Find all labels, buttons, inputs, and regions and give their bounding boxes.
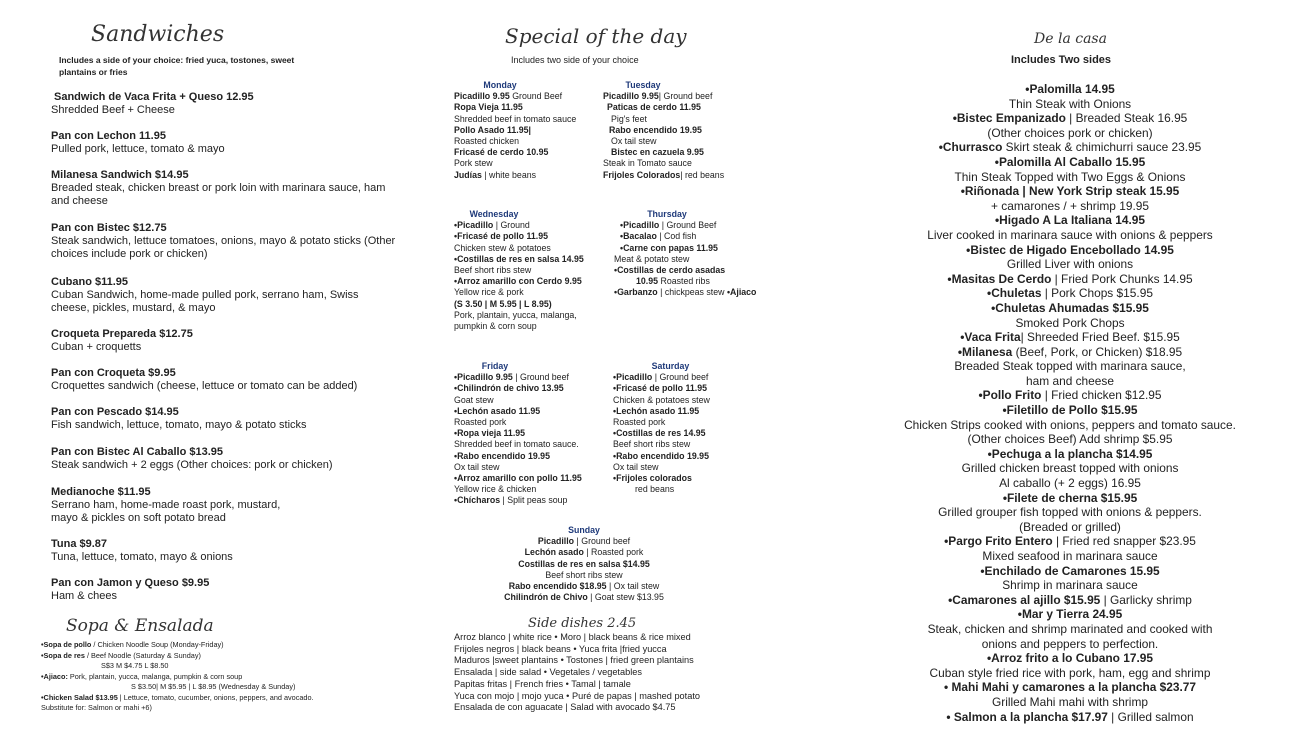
menu-item	[51, 328, 416, 354]
side-line: Ensalada | side salad • Vegetales / vegetables	[454, 667, 642, 678]
casa-line: Breaded Steak topped with marinara sauce,	[954, 359, 1186, 374]
casa-line: Steak, chicken and shrimp marinated and cooked with	[927, 621, 1213, 636]
casa-line: (Other choices pork or chicken)	[987, 125, 1153, 140]
side-line: Ensalada de con aguacate | Salad with avocado $4.75	[454, 702, 676, 713]
menu-item	[51, 486, 416, 525]
menu-item	[51, 446, 416, 472]
sopa-list	[41, 640, 401, 714]
casa-line: Chicken Strips cooked with onions, peppers and tomato sauce.	[904, 417, 1236, 432]
item-desc: Steak sandwich, lettuce tomatoes, onions, mayo & potato sticks (Other choices include pork or chicken)	[51, 235, 396, 260]
item-desc: Steak sandwich + 2 eggs (Other choices: pork or chicken)	[51, 459, 333, 471]
sopa-line: •Chicken Salad $13.95 | Lettuce, tomato, cucumber, onions, peppers, and avocado.	[41, 692, 314, 702]
casa-line: Liver cooked in marinara sauce with onions & peppers	[927, 227, 1213, 242]
sandwiches-title: Sandwiches	[91, 22, 225, 47]
day-name: Friday	[481, 361, 509, 371]
item-name: Sandwich de Vaca Frita + Queso 12.95	[54, 91, 254, 103]
menu-item	[51, 222, 416, 261]
day-name: Tuesday	[625, 80, 661, 90]
item-name: Milanesa Sandwich $14.95	[51, 169, 189, 181]
sopa-line: Substitute for: Salmon or mahi +6)	[41, 703, 152, 712]
casa-subtitle: Includes Two sides	[1011, 54, 1112, 66]
item-desc: Breaded steak, chicken breast or pork loin with marinara sauce, ham and cheese	[51, 182, 386, 207]
casa-list	[880, 82, 1260, 724]
casa-line: •Masitas De Cerdo | Fried Pork Chunks 14.95	[947, 271, 1193, 286]
day-name: Wednesday	[469, 209, 519, 219]
day-monday: Monday Picadillo 9.95 Ground Beef Ropa Vieja 11.95 Shredded beef in tomato sauce Pollo Asado 11.95| Roasted chicken Fricasé de cerdo 10.95 Pork stew Judías | white beans	[454, 80, 577, 180]
menu-item	[51, 91, 419, 117]
casa-line: •Chuletas Ahumadas $15.95	[991, 300, 1149, 315]
casa-line: •Pechuga a la plancha $14.95	[987, 446, 1153, 461]
item-desc: Pulled pork, lettuce, tomato & mayo	[51, 143, 225, 155]
day-tuesday: Tuesday Picadillo 9.95| Ground beef Paticas de cerdo 11.95 Pig's feet Rabo encendido 19.95 Ox tail stew Bistec en cazuela 9.95 Steak in Tomato sauce Frijoles Colorados| red beans	[603, 80, 725, 180]
casa-line: •Pargo Frito Entero | Fried red snapper $23.95	[944, 534, 1196, 549]
side-line: Frijoles negros | black beans • Yuca frita |fried yucca	[454, 643, 667, 654]
casa-line: • Salmon a la plancha $17.97 | Grilled salmon	[946, 709, 1194, 724]
day-name: Sunday	[568, 525, 600, 535]
casa-line: Grilled grouper fish topped with onions & peppers.	[938, 505, 1202, 520]
item-desc: Ham & chees	[51, 590, 118, 602]
item-desc: Cuban + croquetts	[51, 341, 142, 353]
casa-line: •Filetillo de Pollo $15.95	[1002, 403, 1138, 418]
casa-line: •Vaca Frita| Shreeded Fried Beef. $15.95	[960, 330, 1180, 345]
item-name: Pan con Jamon y Queso $9.95	[51, 577, 210, 589]
sopa-line: •Ajiaco: Pork, plantain, yucca, malanga, pumpkin & corn soup	[41, 671, 243, 681]
item-name: Pan con Lechon 11.95	[51, 130, 166, 142]
casa-line: Al caballo (+ 2 eggs) 16.95	[999, 476, 1141, 491]
casa-line: •Higado A La Italiana 14.95	[995, 213, 1145, 228]
sopa-line: S $3.50| M $5.95 | L $8.95 (Wednesday & Sunday)	[131, 682, 296, 691]
casa-line: •Mar y Tierra 24.95	[1017, 607, 1123, 622]
menu-item	[51, 406, 416, 432]
sides-list	[454, 632, 774, 714]
menu-item	[51, 130, 416, 156]
sopa-line: •Sopa de res / Beef Noodle (Saturday & Sunday)	[41, 650, 201, 660]
item-name: Pan con Bistec Al Caballo $13.95	[51, 446, 223, 458]
sandwiches-subtitle: Includes a side of your choice: fried yuca, tostones, sweet plantains or fries	[59, 55, 295, 77]
item-desc: Cuban Sandwich, home-made pulled pork, serrano ham, Swiss cheese, pickles, mustard, & mayo	[51, 289, 359, 314]
day-name: Thursday	[647, 209, 687, 219]
side-line: Papitas fritas | French fries • Tamal | tamale	[454, 678, 631, 689]
day-sunday: Sunday Picadillo | Ground beef Lechón asado | Roasted pork Costillas de res en salsa $14.95 Beef short ribs stew Rabo encendido $18.95 | Ox tail stew Chilindrón de Chivo | Goat stew $13.95	[484, 525, 684, 603]
casa-line: (Other choices Beef) Add shrimp $5.95	[967, 432, 1173, 447]
item-desc: Croquettes sandwich (cheese, lettuce or tomato can be added)	[51, 380, 358, 392]
casa-line: •Palomilla 14.95	[1025, 82, 1115, 96]
side-line: Maduros |sweet plantains • Tostones | fried green plantains	[454, 655, 694, 666]
casa-line: •Bistec Empanizado | Breaded Steak 16.95	[952, 111, 1188, 126]
side-line: Yuca con mojo | mojo yuca • Puré de papas | mashed potato	[454, 690, 700, 701]
menu-item	[51, 577, 416, 603]
menu-item	[51, 169, 416, 208]
item-name: Cubano $11.95	[51, 276, 129, 288]
casa-line: Mixed seafood in marinara sauce	[982, 549, 1158, 563]
day-name: Monday	[483, 80, 517, 90]
menu-item	[51, 538, 416, 564]
casa-line: •Camarones al ajillo $15.95 | Garlicky shrimp	[948, 592, 1192, 607]
casa-line: •Enchilado de Camarones 15.95	[980, 563, 1160, 578]
item-desc: Fish sandwich, lettuce, tomato, mayo & potato sticks	[51, 419, 307, 431]
item-desc: Tuna, lettuce, tomato, mayo & onions	[51, 551, 233, 563]
casa-line: + camarones / + shrimp 19.95	[991, 198, 1149, 213]
special-title: Special of the day	[505, 24, 687, 48]
casa-line: Shrimp in marinara sauce	[1002, 578, 1138, 593]
item-name: Tuna $9.87	[51, 538, 108, 550]
special-subtitle: Includes two side of your choice	[511, 55, 639, 65]
casa-line: Thin Steak Topped with Two Eggs & Onions	[954, 169, 1186, 184]
day-friday: Friday •Picadillo 9.95 | Ground beef •Chilindrón de chivo 13.95 Goat stew •Lechón asado 11.95 Roasted pork •Ropa vieja 11.95 Shredded beef in tomato sauce. •Rabo encendido 19.95 Ox tail stew •Arroz amarillo con pollo 11.95 Yellow rice & chicken •Chícharos | Split peas soup	[454, 361, 582, 506]
day-name: Saturday	[651, 361, 690, 371]
casa-line: ham and cheese	[1026, 373, 1114, 388]
casa-line: Grilled Liver with onions	[1006, 257, 1134, 272]
casa-line: Thin Steak with Onions	[1008, 96, 1132, 111]
casa-line: (Breaded or grilled)	[1019, 519, 1121, 534]
casa-line: Grilled chicken breast topped with onions	[961, 461, 1179, 476]
item-name: Medianoche $11.95	[51, 486, 151, 498]
side-line: Arroz blanco | white rice • Moro | black beans & rice mixed	[454, 632, 691, 642]
casa-line: •Chuletas | Pork Chops $15.95	[987, 286, 1153, 301]
sopa-line: S$3 M $4.75 L $8.50	[101, 661, 169, 670]
casa-title: De la casa	[1034, 31, 1107, 47]
casa-line: •Churrasco Skirt steak & chimichurri sauce 23.95	[938, 140, 1202, 155]
casa-line: Grilled Mahi mahi with shrimp	[992, 694, 1148, 709]
casa-line: Cuban style fried rice with pork, ham, egg and shrimp	[929, 665, 1211, 680]
casa-line: •Palomilla Al Caballo 15.95	[994, 154, 1146, 169]
day-saturday: Saturday •Picadillo | Ground beef •Fricasé de pollo 11.95 Chicken & potatoes stew •Lechón asado 11.95 Roasted pork •Costillas de res 14.95 Beef short ribs stew •Rabo encendido 19.95 Ox tail stew •Frijoles colorados red beans	[613, 361, 763, 495]
item-name: Croqueta Prepareda $12.75	[51, 328, 193, 340]
casa-line: •Pollo Frito | Fried chicken $12.95	[978, 388, 1162, 403]
day-thursday: Thursday •Picadillo | Ground Beef •Bacalao | Cod fish •Carne con papas 11.95 Meat & potato stew •Costillas de cerdo asadas 10.95 Roasted ribs •Garbanzo | chickpeas stew •Ajiaco	[614, 209, 757, 298]
item-name: Pan con Bistec $12.75	[51, 222, 167, 234]
casa-line: onions and peppers to perfection.	[981, 636, 1159, 651]
casa-line: •Arroz frito a lo Cubano 17.95	[986, 651, 1154, 666]
casa-line: •Bistec de Higado Encebollado 14.95	[966, 242, 1174, 257]
item-name: Pan con Pescado $14.95	[51, 406, 179, 418]
sopa-line: •Sopa de pollo / Chicken Noodle Soup (Monday-Friday)	[41, 640, 224, 649]
item-desc: Shredded Beef + Cheese	[51, 104, 175, 116]
menu-item	[51, 367, 416, 393]
day-wednesday: Wednesday •Picadillo | Ground •Fricasé de pollo 11.95 Chicken stew & potatoes •Costillas de res en salsa 14.95 Beef short ribs stew •Arroz amarillo con Cerdo 9.95 Yellow rice & pork (S 3.50 | M 5.95 | L 8.95) Pork, plantain, yucca, malanga, pumpkin & corn soup	[454, 209, 584, 332]
casa-line: •Filete de cherna $15.95	[1002, 490, 1138, 505]
casa-line: Smoked Pork Chops	[1015, 315, 1125, 330]
menu-item	[51, 276, 416, 315]
casa-line: •Milanesa (Beef, Pork, or Chicken) $18.95	[957, 344, 1183, 359]
item-desc: Serrano ham, home-made roast pork, mustard, mayo & pickles on soft potato bread	[51, 499, 281, 524]
sides-title: Side dishes 2.45	[528, 616, 637, 631]
item-name: Pan con Croqueta $9.95	[51, 367, 176, 379]
casa-line: • Mahi Mahi y camarones a la plancha $23.77	[944, 680, 1196, 695]
sopa-title: Sopa & Ensalada	[66, 616, 214, 636]
casa-line: •Riñonada | New York Strip steak 15.95	[960, 184, 1180, 199]
